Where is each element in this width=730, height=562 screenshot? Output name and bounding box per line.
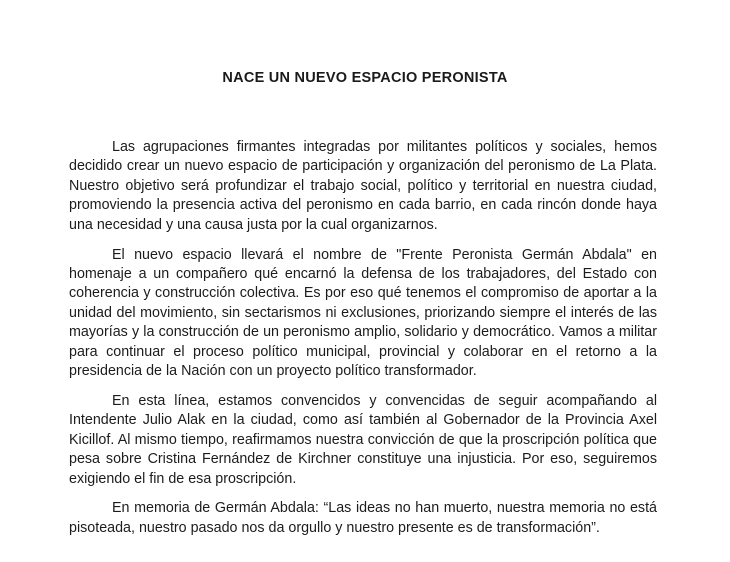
paragraph-3: En esta línea, estamos convencidos y convencidas de seguir acompañando al Intendente Julio Alak en la ciudad, como así también al Gobernador de la Provincia Axel Kicillof. Al mismo tiempo, reafirmamos nuestra convicción de que la proscripción política que pesa sobre Cristina Fernández de Kirchner constituye una injusticia. Por eso, seguiremos exigiendo el fin de esa proscripción. [69, 392, 657, 487]
document-body [69, 138, 657, 538]
paragraph-1: Las agrupaciones firmantes integradas por militantes políticos y sociales, hemos decidido crear un nuevo espacio de participación y organización del peronismo de La Plata. Nuestro objetivo será profundizar el trabajo social, político y territorial en nuestra ciudad, promoviendo la presencia activa del peronismo en cada barrio, en cada rincón donde haya una necesidad y una causa justa por la cual organizarnos. [69, 139, 657, 233]
paragraph-2: El nuevo espacio llevará el nombre de "Frente Peronista Germán Abdala" en homenaje a un compañero qué encarnó la defensa de los trabajadores, del Estado con coherencia y construcción colectiva. Es por eso qué tenemos el compromiso de aportar a la unidad del movimiento, sin sectarismos ni exclusiones, priorizando siempre el interés de las mayorías y la construcción de un peronismo amplio, solidario y democrático. Vamos a militar para continuar el proceso político municipal, provincial y colaborar en el retorno a la presidencia de la Nación con un proyecto político transformador. [69, 246, 657, 379]
paragraph-4: En memoria de Germán Abdala: “Las ideas no han muerto, nuestra memoria no está pisoteada, nuestro pasado nos da orgullo y nuestro presente es de transformación”. [69, 500, 657, 536]
document-title: NACE UN NUEVO ESPACIO PERONISTA [222, 70, 508, 86]
